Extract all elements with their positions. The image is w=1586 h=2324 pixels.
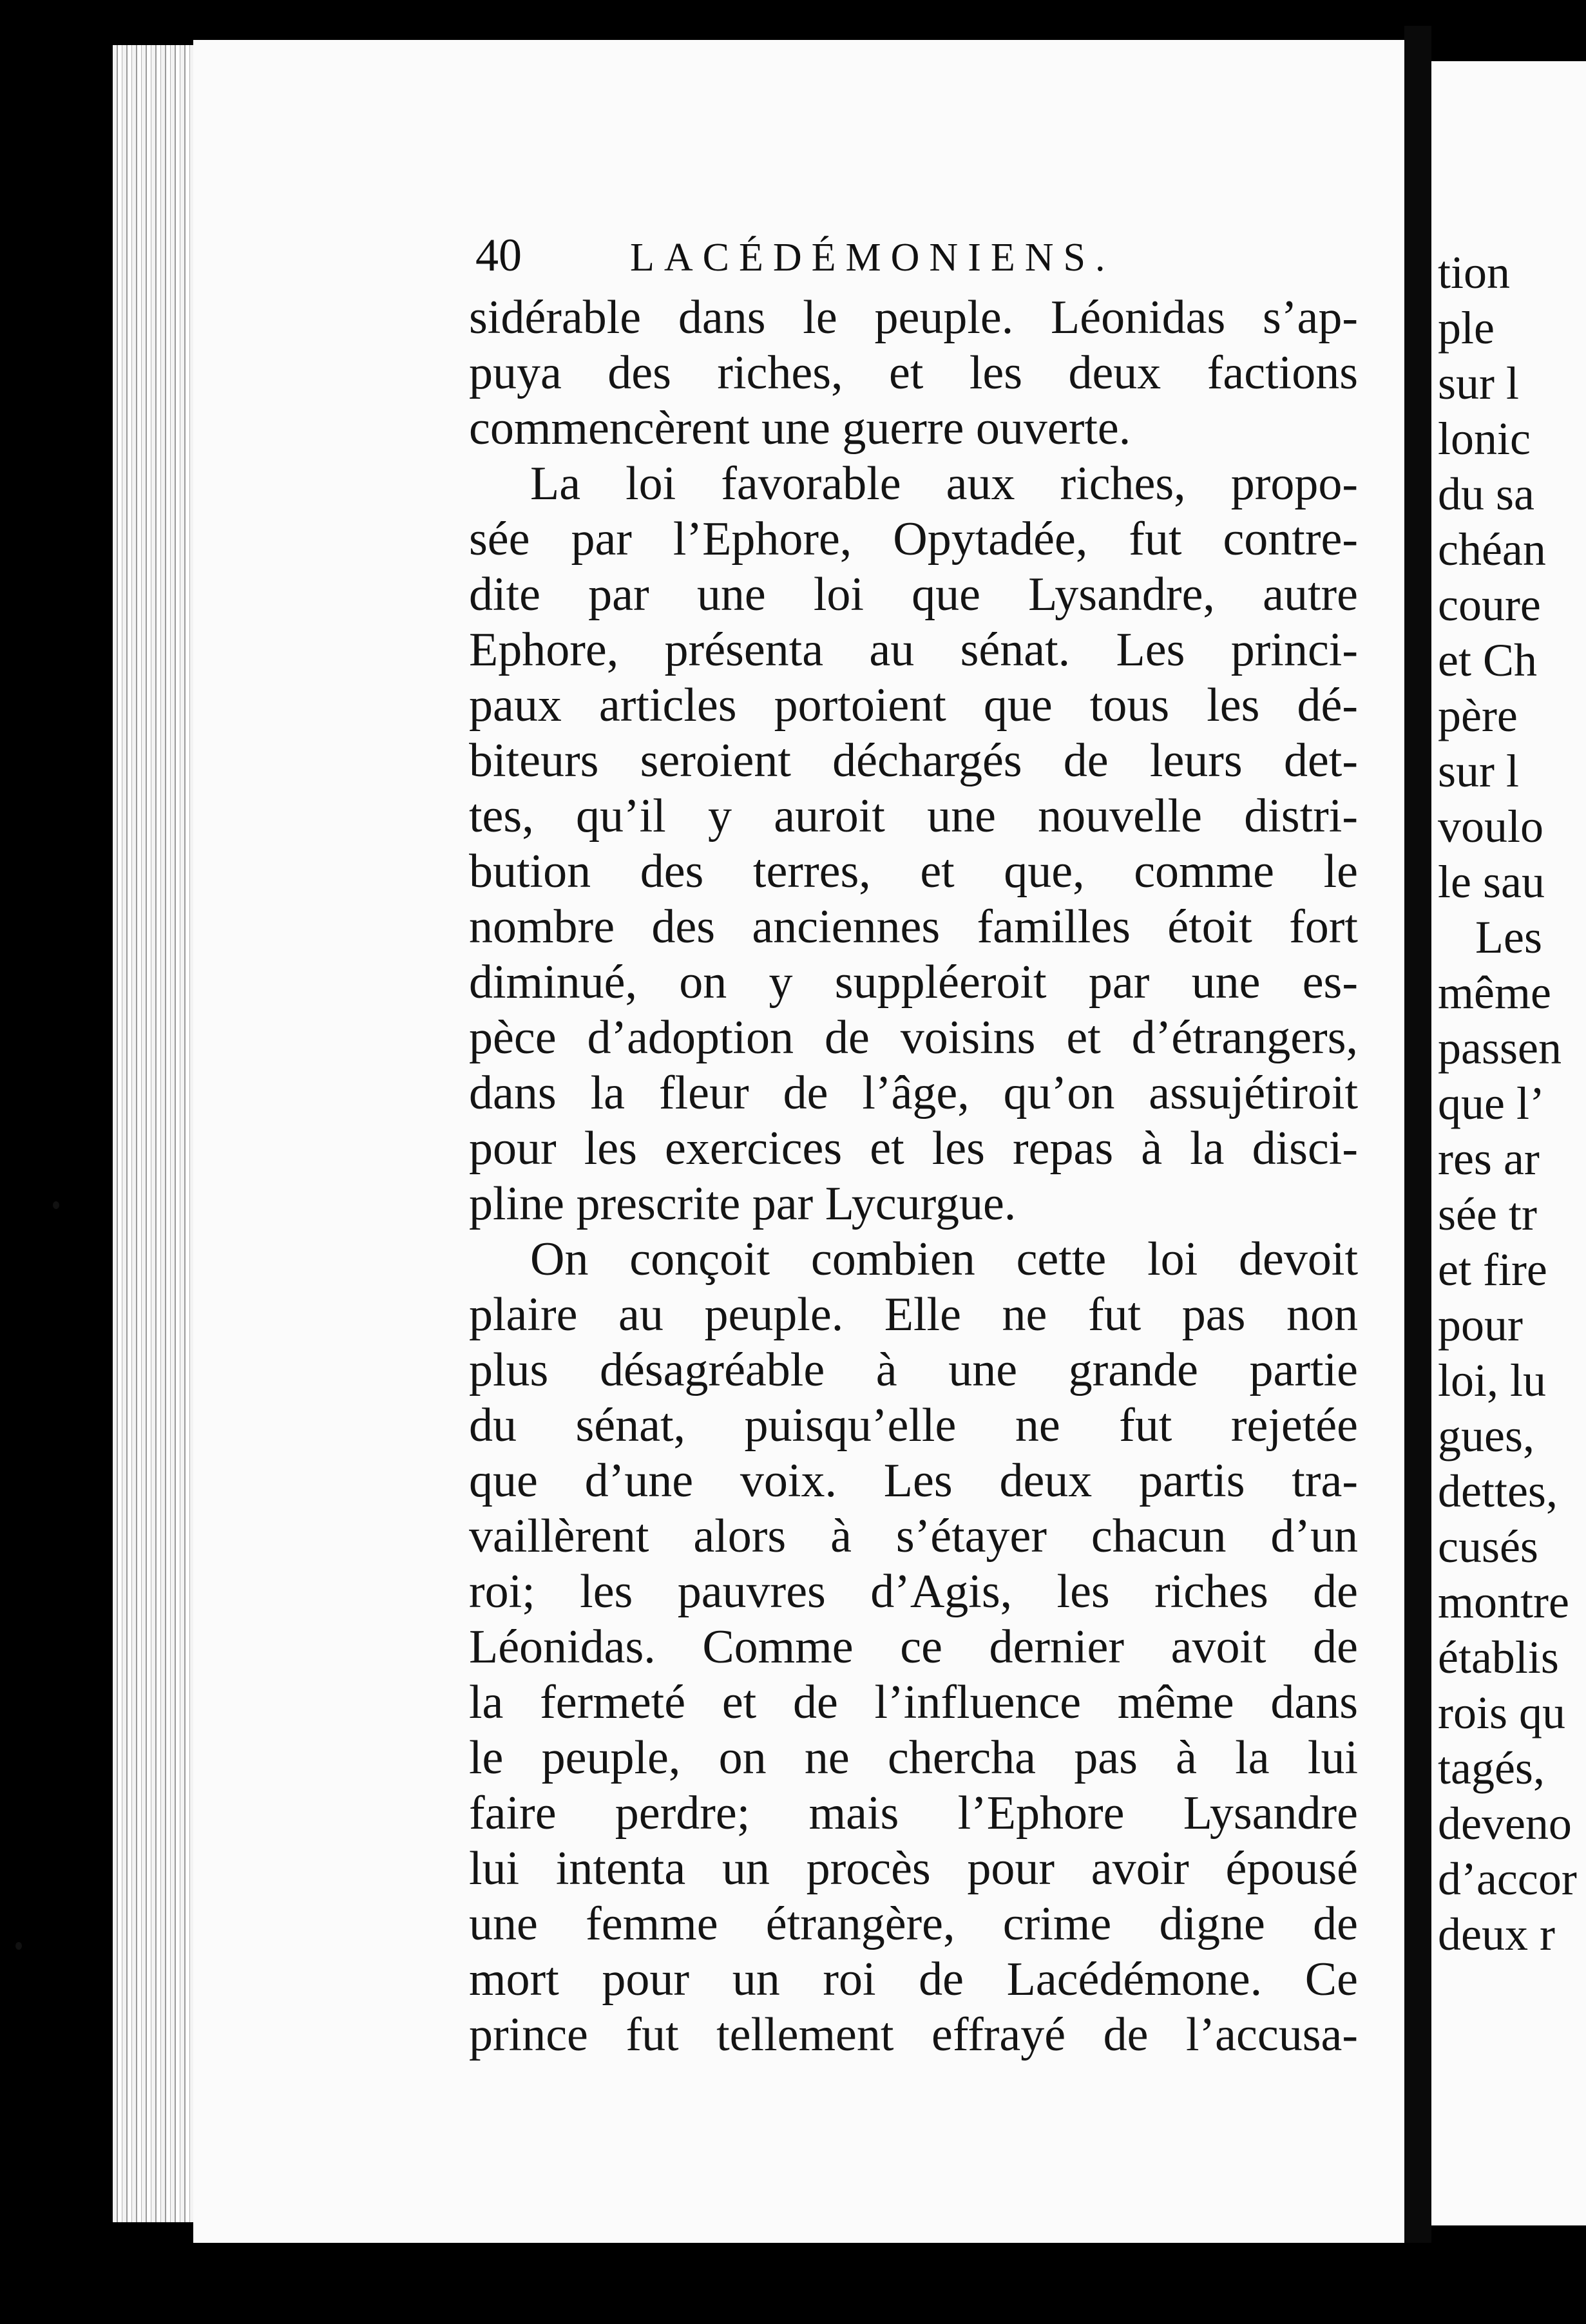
- text-line: puya des riches, et les deux factions: [469, 347, 1358, 399]
- text-line: pline prescrite par Lycurgue.: [469, 1177, 1017, 1230]
- text-line: père: [1438, 690, 1518, 741]
- text-line: res ar: [1438, 1133, 1540, 1185]
- text-line: lui intenta un procès pour avoir épousé: [469, 1842, 1358, 1895]
- book-fore-edge: [0, 0, 113, 2324]
- book-gutter: [1404, 26, 1431, 2324]
- text-line: bution des terres, et que, comme le: [469, 845, 1358, 898]
- text-line: sée tr: [1438, 1188, 1537, 1240]
- text-line: sidérable dans le peuple. Léonidas s’ap-: [469, 291, 1358, 344]
- text-line: deux r: [1438, 1909, 1555, 1960]
- text-line: le sau: [1438, 856, 1545, 908]
- text-line: dettes,: [1438, 1465, 1558, 1517]
- text-line: gues,: [1438, 1410, 1534, 1462]
- text-line: même: [1438, 967, 1551, 1018]
- text-line: voulo: [1438, 801, 1544, 852]
- text-line: la fermeté et de l’influence même dans: [469, 1676, 1358, 1729]
- text-line: et Ch: [1438, 634, 1537, 686]
- text-line: Les: [1475, 911, 1542, 963]
- running-head-title: LACÉDÉMONIENS.: [630, 236, 1115, 280]
- text-line: faire perdre; mais l’Ephore Lysandre: [469, 1787, 1358, 1840]
- text-line: coure: [1438, 579, 1541, 631]
- text-line: du sénat, puisqu’elle ne fut rejetée: [469, 1399, 1358, 1452]
- text-line: établis: [1438, 1632, 1559, 1683]
- text-line: cusés: [1438, 1521, 1538, 1572]
- page-number: 40: [475, 229, 522, 281]
- scan-speck: [53, 1201, 59, 1209]
- text-line: lonic: [1438, 413, 1531, 464]
- text-line: pour: [1438, 1299, 1523, 1351]
- text-line: diminué, on y suppléeroit par une es-: [469, 956, 1358, 1009]
- text-line: mort pour un roi de Lacédémone. Ce: [469, 1953, 1358, 2006]
- text-line: pour les exercices et les repas à la disci-: [469, 1122, 1358, 1175]
- text-line: du sa: [1438, 468, 1534, 520]
- right-page-text: [1438, 245, 1586, 1962]
- text-line: et fire: [1438, 1244, 1547, 1295]
- text-line: nombre des anciennes familles étoit fort: [469, 900, 1358, 953]
- text-line: prince fut tellement effrayé de l’accusa-: [469, 2008, 1358, 2061]
- text-line: tes, qu’il y auroit une nouvelle distri-: [469, 790, 1358, 843]
- text-line: vaillèrent alors à s’étayer chacun d’un: [469, 1510, 1358, 1563]
- text-line: Ephore, présenta au sénat. Les princi-: [469, 624, 1358, 676]
- text-line: La loi favorable aux riches, propo-: [530, 457, 1358, 510]
- text-line: le peuple, on ne chercha pas à la lui: [469, 1731, 1358, 1784]
- text-line: roi; les pauvres d’Agis, les riches de: [469, 1565, 1358, 1618]
- text-line: que d’une voix. Les deux partis tra-: [469, 1454, 1358, 1507]
- text-line: chéan: [1438, 524, 1546, 575]
- text-line: pèce d’adoption de voisins et d’étrangers,: [469, 1011, 1358, 1064]
- text-line: dite par une loi que Lysandre, autre: [469, 568, 1358, 621]
- scan-speck: [15, 1942, 22, 1950]
- text-line: biteurs seroient déchargés de leurs det-: [469, 734, 1358, 787]
- text-line: tion: [1438, 247, 1511, 298]
- text-line: Léonidas. Comme ce dernier avoit de: [469, 1621, 1358, 1673]
- text-line: une femme étrangère, crime digne de: [469, 1898, 1358, 1950]
- text-line: d’accor: [1438, 1853, 1577, 1905]
- text-line: ple: [1438, 302, 1495, 354]
- text-line: On conçoit combien cette loi devoit: [530, 1233, 1358, 1286]
- scan-bottom-border: [0, 2243, 1586, 2324]
- text-line: dans la fleur de l’âge, qu’on assujétiroit: [469, 1067, 1358, 1119]
- text-line: sur l: [1438, 745, 1519, 797]
- text-line: tagés,: [1438, 1742, 1545, 1794]
- main-page-text: [469, 290, 1358, 2062]
- text-line: deveno: [1438, 1798, 1572, 1849]
- text-line: passen: [1438, 1022, 1562, 1074]
- page-stack-edge: [113, 45, 193, 2222]
- text-line: que l’: [1438, 1078, 1545, 1129]
- text-line: loi, lu: [1438, 1355, 1547, 1406]
- text-line: plaire au peuple. Elle ne fut pas non: [469, 1288, 1358, 1341]
- text-line: plus désagréable à une grande partie: [469, 1344, 1358, 1396]
- text-line: paux articles portoient que tous les dé-: [469, 679, 1358, 732]
- text-line: sur l: [1438, 357, 1519, 409]
- running-head: [475, 229, 1352, 280]
- text-line: rois qu: [1438, 1687, 1565, 1738]
- text-line: sée par l’Ephore, Opytadée, fut contre-: [469, 513, 1358, 566]
- text-line: commencèrent une guerre ouverte.: [469, 402, 1131, 455]
- text-line: montre: [1438, 1576, 1569, 1628]
